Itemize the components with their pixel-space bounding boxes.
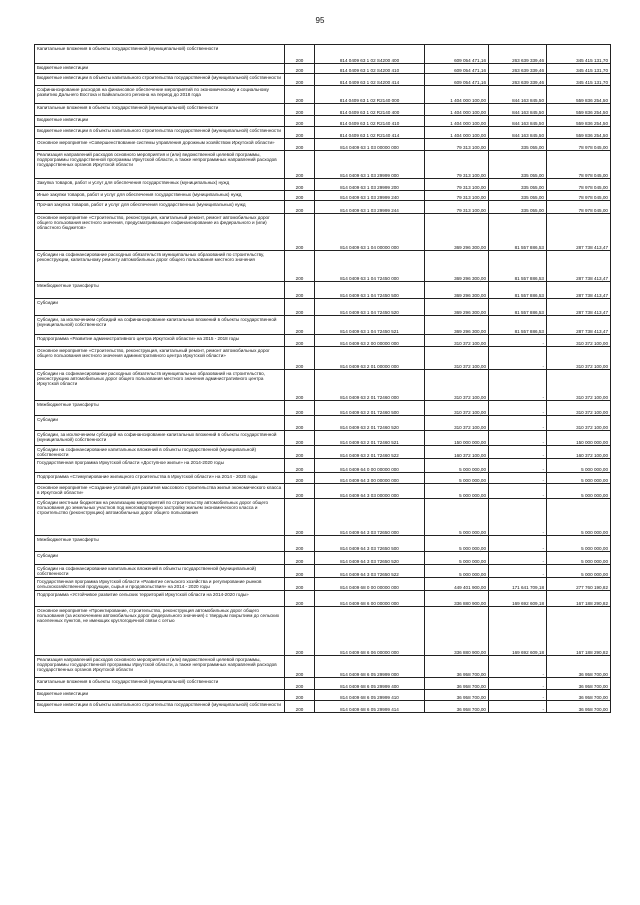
row-admin-code: 200 [285, 578, 315, 591]
row-name: Основное мероприятие «Проектирование, строительство, реконструкция автомобильных дорог общего пользования (за исключением автомобильных дорог федерального значения) с твердым покрытием до сельских населенных пунктов, не имеющих круглогодичной связи с сетью [35, 607, 285, 656]
row-name: Иные закупки товаров, работ и услуг для обеспечения государственных (муниципальных) нужд [35, 191, 285, 201]
row-approved-amount: 5 000 000,00 [425, 565, 489, 578]
table-row [35, 282, 611, 299]
row-budget-code: 814 0409 63 2 01 72460 521 [315, 431, 425, 446]
row-approved-amount: 1 404 000 100,00 [425, 104, 489, 116]
table-row [35, 536, 611, 552]
table-row [35, 499, 611, 536]
row-approved-amount: 1 404 000 100,00 [425, 86, 489, 104]
row-budget-code: 814 0409 68 6 05 29999 400 [315, 678, 425, 690]
row-budget-code: 814 0409 63 1 03 29999 000 [315, 151, 425, 179]
row-remaining-amount: 310 372 100,00 [547, 401, 611, 416]
table-row [35, 74, 611, 86]
row-approved-amount: 310 372 100,00 [425, 335, 489, 347]
row-remaining-amount: 559 836 254,50 [547, 127, 611, 139]
row-admin-code: 200 [285, 282, 315, 299]
row-admin-code: 200 [285, 536, 315, 552]
row-name: Основное мероприятие «Строительство, реконструкция, капитальный ремонт, ремонт автомобильных дорог общего пользования местного значения, предусматривающее софинансирование из федерального и (или) областного бюджетов» [35, 214, 285, 251]
row-executed-amount: - [489, 370, 547, 401]
row-remaining-amount: 559 836 254,50 [547, 104, 611, 116]
row-approved-amount: 36 958 700,00 [425, 701, 489, 713]
row-approved-amount: 5 000 000,00 [425, 552, 489, 565]
row-budget-code: 814 0409 64 3 00 00000 000 [315, 473, 425, 484]
table-row [35, 416, 611, 431]
row-executed-amount: - [489, 347, 547, 370]
row-name: Софинансирование расходов на финансовое обеспечение мероприятий по экономическому и социальному развитию Дальнего Востока и Байкальского региона на период до 2018 года [35, 86, 285, 104]
row-approved-amount: 609 054 471,16 [425, 64, 489, 74]
row-executed-amount: - [489, 536, 547, 552]
row-approved-amount: 336 880 900,00 [425, 591, 489, 607]
row-budget-code: 814 0409 63 1 03 29999 240 [315, 191, 425, 201]
table-row [35, 690, 611, 701]
row-name: Бюджетные инвестиции в объекты капитального строительства государственной (муниципальной) собственности [35, 127, 285, 139]
row-admin-code: 200 [285, 251, 315, 282]
row-remaining-amount: 78 978 045,00 [547, 201, 611, 214]
row-admin-code: 200 [285, 214, 315, 251]
row-admin-code: 200 [285, 401, 315, 416]
row-remaining-amount: 559 836 254,50 [547, 86, 611, 104]
table-row [35, 104, 611, 116]
row-name: Субсидии на софинансирование расходных обязательств муниципальных образований на строительство, реконструкцию автомобильных дорог общего пользования местного значения административного центра Иркутской области [35, 370, 285, 401]
row-remaining-amount: 310 372 100,00 [547, 370, 611, 401]
row-name: Субсидии на софинансирование капитальных вложений в объекты государственной (муниципальной) собственности [35, 446, 285, 459]
row-name: Бюджетные инвестиции [35, 116, 285, 127]
row-approved-amount: 369 296 300,00 [425, 282, 489, 299]
row-admin-code: 200 [285, 446, 315, 459]
row-name: Подпрограмма «Устойчивое развитие сельских территорий Иркутской области на 2014-2020 годы» [35, 591, 285, 607]
table-row [35, 446, 611, 459]
table-row [35, 127, 611, 139]
table-row [35, 656, 611, 678]
row-admin-code: 200 [285, 701, 315, 713]
row-remaining-amount: 78 978 045,00 [547, 139, 611, 151]
row-approved-amount: 310 372 100,00 [425, 370, 489, 401]
row-name: Закупка товаров, работ и услуг для обеспечения государственных (муниципальных) нужд [35, 179, 285, 191]
row-approved-amount: 449 401 900,00 [425, 578, 489, 591]
row-executed-amount: 844 163 845,50 [489, 127, 547, 139]
row-budget-code: 814 0409 63 1 03 29999 200 [315, 179, 425, 191]
row-name: Субсидии, за исключением субсидий на софинансирование капитальных вложений в объекты государственной (муниципальной) собственности [35, 316, 285, 335]
row-approved-amount: 79 313 100,00 [425, 201, 489, 214]
row-approved-amount: 150 000 000,00 [425, 431, 489, 446]
row-executed-amount: 81 557 886,53 [489, 316, 547, 335]
row-budget-code: 814 0409 63 1 03 00000 000 [315, 139, 425, 151]
row-admin-code: 200 [285, 179, 315, 191]
row-remaining-amount: 559 836 254,50 [547, 116, 611, 127]
row-name: Межбюджетные трансферты [35, 536, 285, 552]
row-executed-amount: - [489, 401, 547, 416]
row-name: Подпрограмма «Стимулирование жилищного строительства в Иркутской области» на 2014 - 2020 годы [35, 473, 285, 484]
row-budget-code: 814 0409 63 1 04 72450 000 [315, 251, 425, 282]
row-approved-amount: 310 372 100,00 [425, 401, 489, 416]
row-approved-amount: 369 296 300,00 [425, 251, 489, 282]
row-name: Субсидии [35, 416, 285, 431]
row-remaining-amount: 345 415 131,70 [547, 74, 611, 86]
row-admin-code: 200 [285, 370, 315, 401]
row-name: Субсидии [35, 299, 285, 316]
row-name: Субсидии на софинансирование капитальных вложений в объекты государственной (муниципальной) собственности [35, 565, 285, 578]
row-approved-amount: 609 054 471,16 [425, 74, 489, 86]
row-executed-amount: 81 557 886,53 [489, 299, 547, 316]
table-row [35, 151, 611, 179]
row-admin-code: 200 [285, 335, 315, 347]
row-name: Субсидии, за исключением субсидий на софинансирование капитальных вложений в объекты государственной (муниципальной) собственности [35, 431, 285, 446]
row-executed-amount: - [489, 690, 547, 701]
row-budget-code: 814 0409 68 6 05 29999 414 [315, 701, 425, 713]
row-name: Государственная программа Иркутской области «Развитие сельского хозяйства и регулирование рынков сельскохозяйственной продукции, сырья и продовольствия» на 2014 - 2020 годы [35, 578, 285, 591]
row-budget-code: 814 0409 63 2 01 72460 522 [315, 446, 425, 459]
row-executed-amount: - [489, 565, 547, 578]
row-admin-code: 200 [285, 74, 315, 86]
table-row [35, 484, 611, 499]
row-admin-code: 200 [285, 607, 315, 656]
row-admin-code: 200 [285, 416, 315, 431]
row-remaining-amount: 345 415 131,70 [547, 45, 611, 64]
table-row [35, 607, 611, 656]
table-row [35, 139, 611, 151]
row-executed-amount: - [489, 701, 547, 713]
table-row [35, 179, 611, 191]
table-row [35, 201, 611, 214]
table-row [35, 552, 611, 565]
row-budget-code: 814 0409 64 3 03 72650 520 [315, 552, 425, 565]
row-admin-code: 200 [285, 656, 315, 678]
row-budget-code: 814 0409 64 3 03 72650 500 [315, 536, 425, 552]
row-budget-code: 814 0409 68 0 00 00000 000 [315, 578, 425, 591]
row-approved-amount: 369 296 300,00 [425, 316, 489, 335]
row-budget-code: 814 0409 63 1 02 S4200 400 [315, 45, 425, 64]
table-row [35, 45, 611, 64]
row-executed-amount: - [489, 552, 547, 565]
table-row [35, 678, 611, 690]
table-row [35, 299, 611, 316]
row-approved-amount: 5 000 000,00 [425, 536, 489, 552]
row-budget-code: 814 0409 63 1 02 R2140 400 [315, 104, 425, 116]
row-name: Бюджетные инвестиции в объекты капитального строительства государственной (муниципальной) собственности [35, 74, 285, 86]
row-executed-amount: - [489, 431, 547, 446]
row-admin-code: 200 [285, 191, 315, 201]
row-executed-amount: 81 557 886,53 [489, 214, 547, 251]
row-approved-amount: 310 372 100,00 [425, 416, 489, 431]
row-remaining-amount: 287 738 413,47 [547, 214, 611, 251]
row-approved-amount: 79 313 100,00 [425, 191, 489, 201]
row-approved-amount: 5 000 000,00 [425, 484, 489, 499]
row-budget-code: 814 0409 68 6 06 00000 000 [315, 607, 425, 656]
row-budget-code: 814 0409 63 1 04 72450 500 [315, 282, 425, 299]
row-budget-code: 814 0409 63 2 00 00000 000 [315, 335, 425, 347]
row-approved-amount: 1 404 000 100,00 [425, 127, 489, 139]
row-executed-amount: - [489, 446, 547, 459]
row-name: Бюджетные инвестиции в объекты капитального строительства государственной (муниципальной) собственности [35, 701, 285, 713]
row-admin-code: 200 [285, 347, 315, 370]
row-executed-amount: 335 055,00 [489, 191, 547, 201]
row-remaining-amount: 5 000 000,00 [547, 565, 611, 578]
row-admin-code: 200 [285, 552, 315, 565]
row-executed-amount: - [489, 459, 547, 473]
row-budget-code: 814 0409 68 6 00 00000 000 [315, 591, 425, 607]
row-remaining-amount: 78 978 045,00 [547, 179, 611, 191]
row-executed-amount: - [489, 656, 547, 678]
row-budget-code: 814 0409 63 1 04 72450 521 [315, 316, 425, 335]
row-remaining-amount: 167 188 290,82 [547, 591, 611, 607]
row-name: Основное мероприятие «Создание условий для развития массового строительства жилья экономического класса в Иркутской области» [35, 484, 285, 499]
row-approved-amount: 160 372 100,00 [425, 446, 489, 459]
row-remaining-amount: 36 958 700,00 [547, 701, 611, 713]
row-name: Капитальные вложения в объекты государственной (муниципальной) собственности [35, 678, 285, 690]
row-budget-code: 814 0409 63 2 01 72460 520 [315, 416, 425, 431]
row-approved-amount: 310 372 100,00 [425, 347, 489, 370]
row-budget-code: 814 0409 63 1 02 R2140 414 [315, 127, 425, 139]
row-remaining-amount: 5 000 000,00 [547, 552, 611, 565]
row-executed-amount: 263 639 339,46 [489, 64, 547, 74]
row-executed-amount: - [489, 499, 547, 536]
row-budget-code: 814 0409 64 3 03 72650 000 [315, 499, 425, 536]
row-executed-amount: 844 163 845,50 [489, 104, 547, 116]
row-budget-code: 814 0409 68 6 05 29999 410 [315, 690, 425, 701]
row-executed-amount: 263 639 339,46 [489, 45, 547, 64]
row-remaining-amount: 310 372 100,00 [547, 347, 611, 370]
row-admin-code: 200 [285, 127, 315, 139]
row-remaining-amount: 5 000 000,00 [547, 473, 611, 484]
row-approved-amount: 5 000 000,00 [425, 499, 489, 536]
row-name: Основное мероприятие «Совершенствование системы управления дорожным хозяйством Иркутской области» [35, 139, 285, 151]
row-executed-amount: 263 639 339,46 [489, 74, 547, 86]
row-name: Субсидии местным бюджетам на реализацию мероприятий по строительству автомобильных дорог общего пользования до земельных участков под многоквартирную застройку жильем экономического класса и строительство (реконструкцию) автомобильных дорог общего пользования [35, 499, 285, 536]
row-name: Субсидии на софинансирование расходных обязательств муниципальных образований по строительству, реконструкции, капитальному ремонту автомобильных дорог общего пользования местного значения [35, 251, 285, 282]
row-approved-amount: 36 958 700,00 [425, 690, 489, 701]
row-name: Подпрограмма «Развитие административного центра Иркутской области» на 2015 - 2018 годы [35, 335, 285, 347]
row-executed-amount: 844 163 845,50 [489, 116, 547, 127]
table-row [35, 86, 611, 104]
row-approved-amount: 79 313 100,00 [425, 151, 489, 179]
row-remaining-amount: 5 000 000,00 [547, 499, 611, 536]
table-row [35, 64, 611, 74]
row-executed-amount: 335 055,00 [489, 139, 547, 151]
row-budget-code: 814 0409 64 3 03 00000 000 [315, 484, 425, 499]
row-executed-amount: 81 557 886,53 [489, 282, 547, 299]
row-admin-code: 200 [285, 591, 315, 607]
row-admin-code: 200 [285, 565, 315, 578]
row-budget-code: 814 0409 63 1 04 00000 000 [315, 214, 425, 251]
row-admin-code: 200 [285, 201, 315, 214]
row-executed-amount: - [489, 678, 547, 690]
row-executed-amount: 335 055,00 [489, 179, 547, 191]
table-row [35, 473, 611, 484]
row-remaining-amount: 287 738 413,47 [547, 299, 611, 316]
table-row [35, 370, 611, 401]
row-executed-amount: 81 557 886,53 [489, 251, 547, 282]
row-remaining-amount: 310 372 100,00 [547, 335, 611, 347]
row-admin-code: 200 [285, 64, 315, 74]
row-budget-code: 814 0409 63 1 03 29999 244 [315, 201, 425, 214]
row-executed-amount: - [489, 416, 547, 431]
row-admin-code: 200 [285, 139, 315, 151]
row-budget-code: 814 0409 63 2 01 72460 500 [315, 401, 425, 416]
row-name: Субсидии [35, 552, 285, 565]
row-executed-amount: 335 055,00 [489, 201, 547, 214]
table-row [35, 214, 611, 251]
row-budget-code: 814 0409 68 6 05 29999 000 [315, 656, 425, 678]
budget-table [34, 44, 611, 713]
row-approved-amount: 1 404 000 100,00 [425, 116, 489, 127]
table-row [35, 251, 611, 282]
row-remaining-amount: 78 978 045,00 [547, 191, 611, 201]
row-admin-code: 200 [285, 104, 315, 116]
row-name: Бюджетные инвестиции [35, 64, 285, 74]
row-executed-amount: 335 055,00 [489, 151, 547, 179]
row-admin-code: 200 [285, 299, 315, 316]
row-approved-amount: 36 958 700,00 [425, 678, 489, 690]
row-remaining-amount: 36 958 700,00 [547, 678, 611, 690]
row-executed-amount: 844 163 845,50 [489, 86, 547, 104]
table-row [35, 578, 611, 591]
row-admin-code: 200 [285, 690, 315, 701]
row-admin-code: 200 [285, 484, 315, 499]
row-admin-code: 200 [285, 473, 315, 484]
row-admin-code: 200 [285, 86, 315, 104]
row-remaining-amount: 150 000 000,00 [547, 431, 611, 446]
row-budget-code: 814 0409 63 1 04 72450 520 [315, 299, 425, 316]
row-remaining-amount: 277 760 190,82 [547, 578, 611, 591]
row-name: Межбюджетные трансферты [35, 401, 285, 416]
row-name: Государственная программа Иркутской области «Доступное жилье» на 2014-2020 годы [35, 459, 285, 473]
row-remaining-amount: 78 978 045,00 [547, 151, 611, 179]
row-name: Прочая закупка товаров, работ и услуг для обеспечения государственных (муниципальных) нужд [35, 201, 285, 214]
row-remaining-amount: 36 958 700,00 [547, 690, 611, 701]
row-executed-amount: 169 692 609,18 [489, 591, 547, 607]
row-remaining-amount: 160 372 100,00 [547, 446, 611, 459]
table-row [35, 565, 611, 578]
row-remaining-amount: 287 738 413,47 [547, 251, 611, 282]
row-approved-amount: 369 296 300,00 [425, 299, 489, 316]
row-name: Реализация направлений расходов основного мероприятия и (или) ведомственной целевой программы, подпрограммы государственной программы Иркутской области, а также непрограммных направлений расходов государственных органов Иркутской области [35, 656, 285, 678]
table-row [35, 116, 611, 127]
row-approved-amount: 609 054 471,16 [425, 45, 489, 64]
table-row [35, 316, 611, 335]
row-budget-code: 814 0409 63 1 02 R2140 000 [315, 86, 425, 104]
row-admin-code: 200 [285, 499, 315, 536]
table-body [35, 45, 611, 713]
row-executed-amount: - [489, 484, 547, 499]
table-row [35, 401, 611, 416]
page-number: 95 [315, 16, 325, 25]
row-remaining-amount: 167 188 290,82 [547, 607, 611, 656]
row-budget-code: 814 0409 64 0 00 00000 000 [315, 459, 425, 473]
row-executed-amount: 171 641 709,18 [489, 578, 547, 591]
row-remaining-amount: 287 738 413,47 [547, 316, 611, 335]
row-admin-code: 200 [285, 459, 315, 473]
row-admin-code: 200 [285, 431, 315, 446]
row-approved-amount: 5 000 000,00 [425, 459, 489, 473]
row-name: Бюджетные инвестиции [35, 690, 285, 701]
row-budget-code: 814 0409 64 3 03 72650 522 [315, 565, 425, 578]
row-name: Капитальные вложения в объекты государственной (муниципальной) собственности [35, 45, 285, 64]
row-budget-code: 814 0409 63 1 02 S4200 414 [315, 74, 425, 86]
row-name: Основное мероприятие «Строительство, реконструкция, капитальный ремонт, ремонт автомобильных дорог общего пользования местного значения административного центра Иркутской области» [35, 347, 285, 370]
table-row [35, 191, 611, 201]
row-remaining-amount: 5 000 000,00 [547, 484, 611, 499]
row-approved-amount: 336 880 900,00 [425, 607, 489, 656]
row-approved-amount: 79 313 100,00 [425, 179, 489, 191]
table-row [35, 701, 611, 713]
row-budget-code: 814 0409 63 2 01 72460 000 [315, 370, 425, 401]
row-budget-code: 814 0409 63 1 02 S4200 410 [315, 64, 425, 74]
table-row [35, 335, 611, 347]
row-admin-code: 200 [285, 151, 315, 179]
row-executed-amount: 169 692 609,18 [489, 607, 547, 656]
table-row [35, 591, 611, 607]
row-remaining-amount: 5 000 000,00 [547, 459, 611, 473]
row-approved-amount: 36 958 700,00 [425, 656, 489, 678]
row-executed-amount: - [489, 473, 547, 484]
row-admin-code: 200 [285, 316, 315, 335]
row-remaining-amount: 345 415 131,70 [547, 64, 611, 74]
row-remaining-amount: 287 738 413,47 [547, 282, 611, 299]
table-row [35, 347, 611, 370]
row-budget-code: 814 0409 63 1 02 R2140 410 [315, 116, 425, 127]
row-admin-code: 200 [285, 45, 315, 64]
row-budget-code: 814 0409 63 2 01 00000 000 [315, 347, 425, 370]
row-admin-code: 200 [285, 116, 315, 127]
row-executed-amount: - [489, 335, 547, 347]
table-row [35, 431, 611, 446]
row-remaining-amount: 310 372 100,00 [547, 416, 611, 431]
row-approved-amount: 369 296 300,00 [425, 214, 489, 251]
row-name: Реализация направлений расходов основного мероприятия и (или) ведомственной целевой программы, подпрограммы государственной программы Иркутской области, а также непрограммных направлений расходов государственных органов Иркутской области [35, 151, 285, 179]
row-name: Капитальные вложения в объекты государственной (муниципальной) собственности [35, 104, 285, 116]
row-approved-amount: 5 000 000,00 [425, 473, 489, 484]
row-approved-amount: 79 313 100,00 [425, 139, 489, 151]
row-remaining-amount: 5 000 000,00 [547, 536, 611, 552]
row-remaining-amount: 36 958 700,00 [547, 656, 611, 678]
table-row [35, 459, 611, 473]
row-name: Межбюджетные трансферты [35, 282, 285, 299]
row-admin-code: 200 [285, 678, 315, 690]
